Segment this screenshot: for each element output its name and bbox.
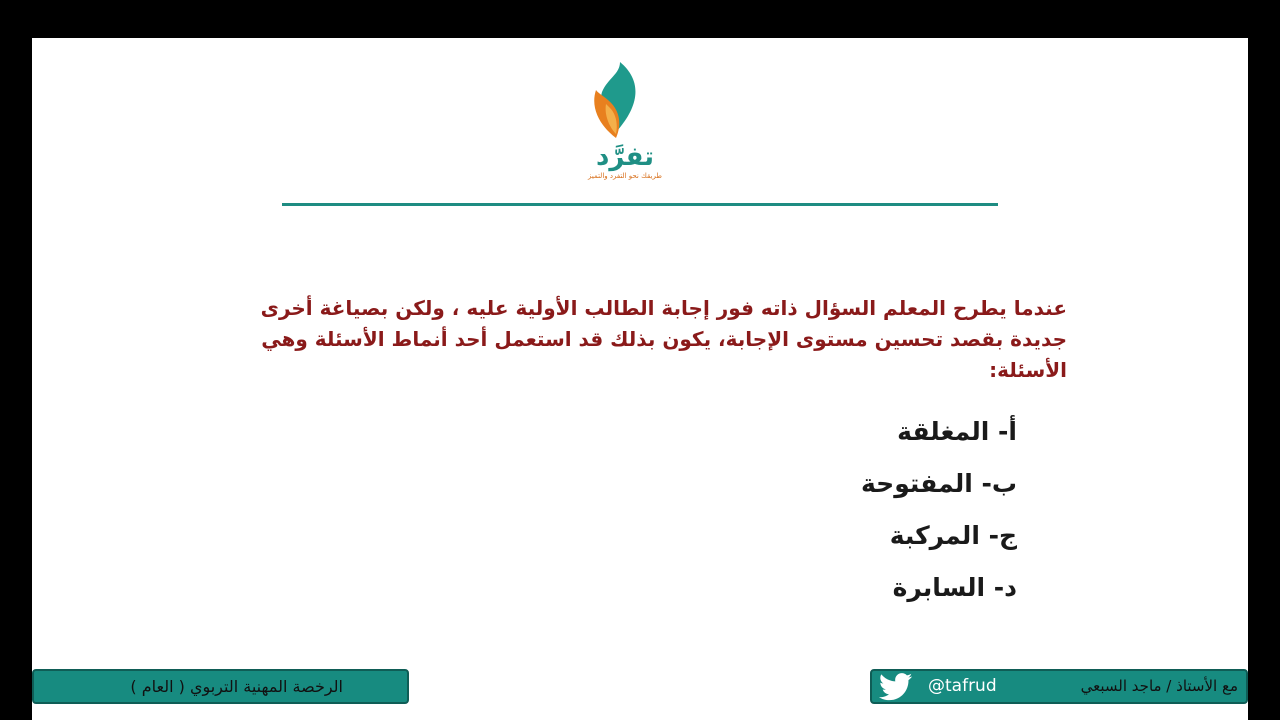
twitter-icon[interactable] xyxy=(878,673,914,701)
flame-logo-icon xyxy=(586,60,642,142)
footer-author-bar xyxy=(870,669,1248,704)
slide xyxy=(32,38,1248,720)
logo-tagline: طريقك نحو التفرد والتميز xyxy=(588,172,662,180)
twitter-handle[interactable]: @tafrud xyxy=(928,676,997,696)
option-d[interactable]: د- السابرة xyxy=(892,573,1017,602)
options-list xyxy=(732,406,1017,614)
logo-wordmark: تفرَّد xyxy=(596,142,654,172)
option-a[interactable]: أ- المغلقة xyxy=(897,417,1017,446)
option-b[interactable]: ب- المفتوحة xyxy=(861,469,1017,498)
footer-course-bar xyxy=(32,669,409,704)
author-name: مع الأستاذ / ماجد السبعي xyxy=(1080,677,1238,695)
question-text: عندما يطرح المعلم السؤال ذاته فور إجابة الطالب الأولية عليه ، ولكن بصياغة أخرى جديدة بقصد تحسين مستوى الإجابة، يكون بذلك قد استعمل أحد أنماط الأسئلة وهي الأسئلة: xyxy=(260,296,1067,382)
logo xyxy=(580,60,670,195)
header-divider xyxy=(282,203,998,206)
option-c[interactable]: ج- المركبة xyxy=(889,521,1017,550)
course-title: الرخصة المهنية التربوي ( العام ) xyxy=(130,677,343,696)
